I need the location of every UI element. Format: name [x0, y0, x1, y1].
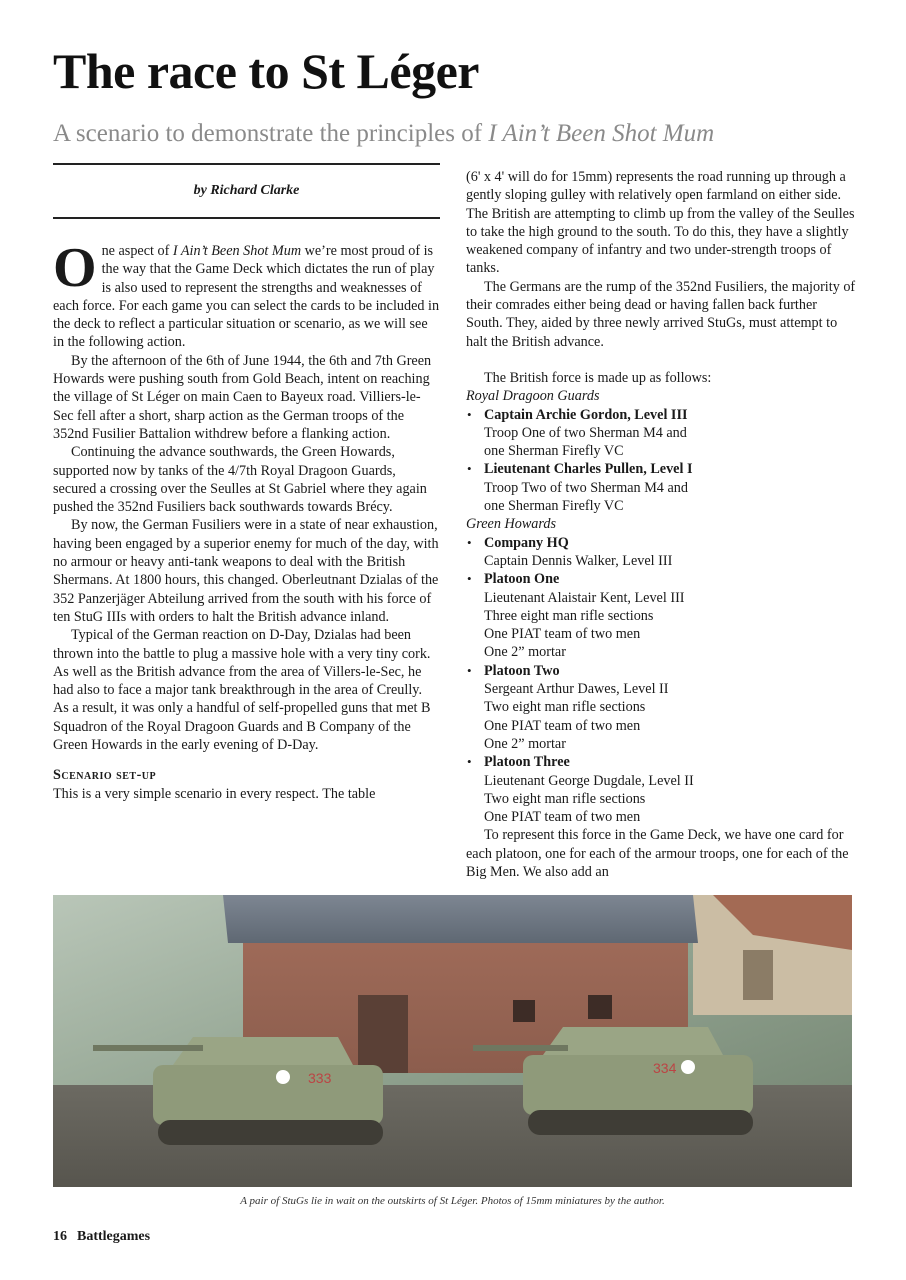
unit-name: • Captain Archie Gordon, Level III	[484, 406, 688, 423]
unit-name: • Platoon Three	[484, 754, 570, 771]
intro-text-a: ne aspect of	[101, 243, 173, 259]
paragraph-4: By now, the German Fusiliers were in a state of near exhaustion, having been engaged by a superior enemy for much of the day, with no armour or heavy anti-tank weapons to deal with the British Shermans. At 1800 hours, this changed. Oberleutnant Dzialas of the 352 Panzerjäger Abteilung arrived from the south with his force of ten StuG IIIs with orders to halt the British advance inland.	[53, 517, 439, 625]
force-intro: The British force is made up as follows:	[484, 369, 712, 386]
byline: by Richard Clarke	[193, 183, 300, 198]
farmhouse-window	[588, 995, 612, 1019]
spacer	[466, 351, 856, 369]
unit-line: One 2” mortar	[484, 644, 566, 661]
drop-cap: O	[53, 237, 97, 299]
stug-photo-illustration	[53, 895, 852, 1187]
article-subtitle	[53, 120, 714, 148]
intro-paragraph	[53, 237, 440, 352]
unit-name: • Company HQ	[484, 534, 569, 551]
unit-line: Lieutenant George Dugdale, Level II	[484, 772, 694, 789]
intro-game-title: I Ain’t Been Shot Mum	[172, 243, 302, 259]
right-paragraph-4: To represent this force in the Game Deck, we have one card for each platoon, one for each of the armour troops, one for each of the Big Men. We also add an	[466, 827, 849, 880]
subtitle-prefix: A scenario to demonstrate the principles of	[53, 120, 489, 147]
list-item	[466, 753, 856, 826]
list-item	[466, 570, 856, 661]
unit-line: One PIAT team of two men	[484, 809, 641, 826]
unit-line: Two eight man rifle sections	[484, 790, 646, 807]
unit-line: One PIAT team of two men	[484, 626, 641, 643]
section-heading: Scenario set-up	[53, 767, 157, 784]
paragraph-6: This is a very simple scenario in every respect. The table	[53, 785, 376, 802]
tank-number: 333	[308, 1070, 332, 1086]
unit-line: Sergeant Arthur Dawes, Level II	[484, 681, 669, 698]
unit-line: Captain Dennis Walker, Level III	[484, 552, 673, 569]
unit-line: Three eight man rifle sections	[484, 607, 654, 624]
unit-line: Lieutenant Alaistair Kent, Level III	[484, 589, 685, 606]
unit-name: • Platoon Two	[484, 662, 560, 679]
unit-line: Two eight man rifle sections	[484, 699, 646, 716]
unit-line: one Sherman Firefly VC	[484, 443, 624, 460]
dragoon-list	[466, 406, 856, 516]
byline-top-rule	[53, 163, 440, 165]
right-paragraph-1: (6' x 4' will do for 15mm) represents the road running up through a gently sloping gulley with relatively open farmland on either side. The British are attempting to climb up from the valley of the Seulles to take the high ground to the south. To do this, they have a slightly weakened company of infantry and two under-strength troops of tanks.	[466, 169, 855, 277]
paragraph-3: Continuing the advance southwards, the Green Howards, supported now by tanks of the 4/7th Royal Dragoon Guards, secured a crossing over the Seulles at St Gabriel where they again pushed the 352nd Fusiliers back southwards towards Brécy.	[53, 444, 427, 516]
unit-line: Troop One of two Sherman M4 and	[484, 424, 687, 441]
photo-caption: A pair of StuGs lie in wait on the outskirts of St Léger. Photos of 15mm miniatures by the author.	[240, 1195, 665, 1207]
unit-line: One 2” mortar	[484, 735, 566, 752]
page-footer	[53, 1229, 160, 1245]
right-column	[466, 168, 856, 881]
tank-number: 334	[653, 1060, 677, 1076]
subtitle-game-title: I Ain’t Been Shot Mum	[488, 120, 715, 147]
list-item	[466, 460, 856, 515]
paragraph-2: By the afternoon of the 6th of June 1944, the 6th and 7th Green Howards were pushing south from Gold Beach, intent on reaching the village of St Léger on main Caen to Bayeux road. Villiers-le-Sec fell after a short, sharp action as the German troops of the 352nd Fusilier Battalion withdrew before a flanking action.	[53, 352, 432, 442]
stug-photo	[53, 895, 852, 1187]
paragraph-5: Typical of the German reaction on D-Day, Dzialas had been thrown into the battle to plug a massive hole with a very tiny cork. As well as the British advance from the area of Villers-le-Sec, he had also to face a major tank breakthrough in the area of Creully. As a result, it was only a handful of self-propelled guns that met B Squadron of the Royal Dragoon Guards and B Company of the Green Howards in the early evening of D-Day.	[53, 627, 431, 754]
unit-line: one Sherman Firefly VC	[484, 498, 624, 515]
left-column	[53, 237, 440, 803]
farmhouse-roof	[223, 895, 698, 943]
magazine-name: Battlegames	[77, 1229, 151, 1244]
right-paragraph-2: The Germans are the rump of the 352nd Fusiliers, the majority of their comrades either being dead or having fallen back further South. They, aided by three newly arrived StuGs, must attempt to halt the British advance.	[466, 278, 856, 350]
intro-text-b: we’re most proud of is the way that the Game Deck which dictates the run of play is also used to represent the strengths and weaknesses of each force. For each game you can select the cards to be included in the deck to reflect a particular situation or scenario, as we will see in the following action.	[53, 243, 440, 351]
list-item	[466, 406, 856, 461]
byline-bottom-rule	[53, 217, 440, 219]
group-heading-dragoons: Royal Dragoon Guards	[466, 388, 600, 405]
unit-line: Troop Two of two Sherman M4 and	[484, 479, 688, 496]
unit-name: • Platoon One	[484, 571, 560, 588]
farmhouse-door	[358, 995, 408, 1073]
unit-name: • Lieutenant Charles Pullen, Level I	[484, 461, 693, 478]
background-door	[743, 950, 773, 1000]
farmhouse-window	[513, 1000, 535, 1022]
article-title: The race to St Léger	[53, 43, 479, 99]
list-item	[466, 662, 856, 753]
unit-line: One PIAT team of two men	[484, 717, 641, 734]
green-howards-list	[466, 534, 856, 827]
group-heading-green-howards: Green Howards	[466, 516, 556, 533]
page-number: 16	[53, 1229, 67, 1244]
list-item	[466, 534, 856, 571]
